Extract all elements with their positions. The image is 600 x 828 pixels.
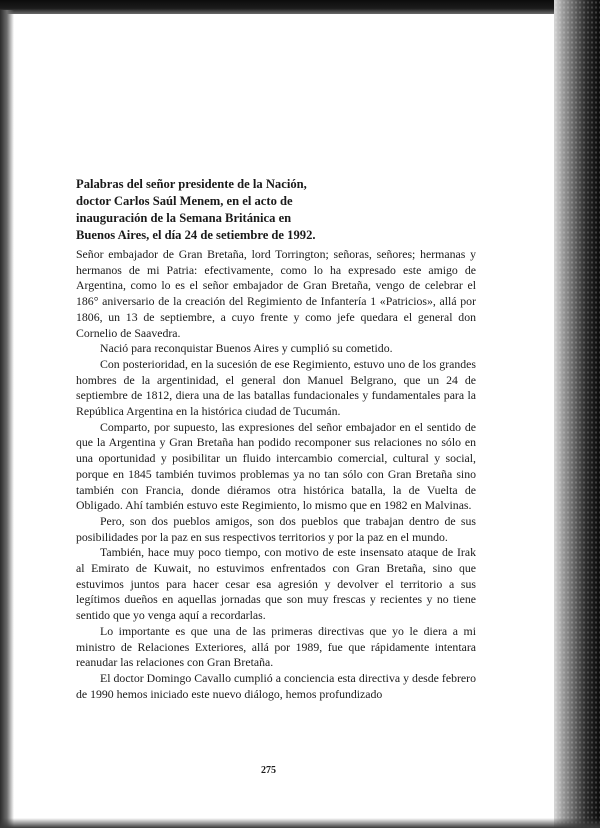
speech-heading: [76, 176, 476, 244]
paragraph: Señor embajador de Gran Bretaña, lord Torrington; señoras, señores; hermanas y hermanos de mi Patria: efectivamente, como lo ha expresado este amigo de Argentina, como lo es el señor embajador de Gran Bretaña, vengo de celebrar el 186° aniversario de la creación del Regimiento de Infantería 1 «Patricios», allá por 1806, un 13 de septiembre, a cuyo frente y como jefe quedara el general don Cornelio de Saavedra.: [76, 247, 476, 340]
scan-shadow-bottom: [0, 818, 600, 828]
speech-title: [76, 176, 476, 244]
scan-shadow-left: [0, 10, 14, 828]
scan-shadow-top: [0, 0, 600, 14]
title-line: doctor Carlos Saúl Menem, en el acto de: [76, 194, 293, 208]
title-line: Buenos Aires, el día 24 de setiembre de 1992.: [76, 228, 316, 242]
paragraph: El doctor Domingo Cavallo cumplió a conciencia esta directiva y desde febrero de 1990 hemos iniciado este nuevo diálogo, hemos profundizado: [76, 670, 476, 701]
scan-shadow-right: [554, 0, 600, 828]
paragraph: Nació para reconquistar Buenos Aires y cumplió su cometido.: [100, 341, 393, 356]
paragraph: Comparto, por supuesto, las expresiones del señor embajador en el sentido de que la Argentina y Gran Bretaña han podido recomponer sus relaciones no sólo en una oportunidad y posibilitar un fluido intercambio comercial, cultural y social, porque en 1845 también tuvimos problemas ya no tan sólo con Gran Bretaña sino también con Francia, donde diéramos otra histórica batalla, la de Vuelta de Obligado. Ahí también estuvo este Regimiento, lo mismo que en 1982 en Malvinas.: [76, 419, 476, 513]
paragraph: Pero, son dos pueblos amigos, son dos pueblos que trabajan dentro de sus posibilidades por la paz en sus respectivos territorios y por la paz en el mundo.: [76, 513, 476, 544]
speech-body: [76, 247, 476, 702]
page-number: 275: [261, 765, 276, 776]
paragraph: Lo importante es que una de las primeras directivas que yo le diera a mi ministro de Relaciones Exteriores, allá por 1989, fue que rápidamente intentara reanudar las relaciones con Gran Bretaña.: [76, 623, 476, 670]
paragraph: También, hace muy poco tiempo, con motivo de este insensato ataque de Irak al Emirato de Kuwait, no estuvimos enfrentados con Gran Bretaña, sino que estuvimos juntos para hacer cesar esa agresión y devolver el territorio a sus legítimos dueños en aquellas jornadas que son muy frescas y recientes y no tiene sentido que yo venga aquí a recordarlas.: [76, 545, 476, 623]
title-line: Palabras del señor presidente de la Nación,: [76, 177, 307, 191]
title-line: inauguración de la Semana Británica en: [76, 211, 292, 225]
paragraph: Con posterioridad, en la sucesión de ese Regimiento, estuvo uno de los grandes hombres de la argentinidad, el general don Manuel Belgrano, que un 24 de septiembre de 1812, diera una de las batallas fundacionales y fundamentales para la República Argentina en la histórica ciudad de Tucumán.: [76, 356, 476, 419]
